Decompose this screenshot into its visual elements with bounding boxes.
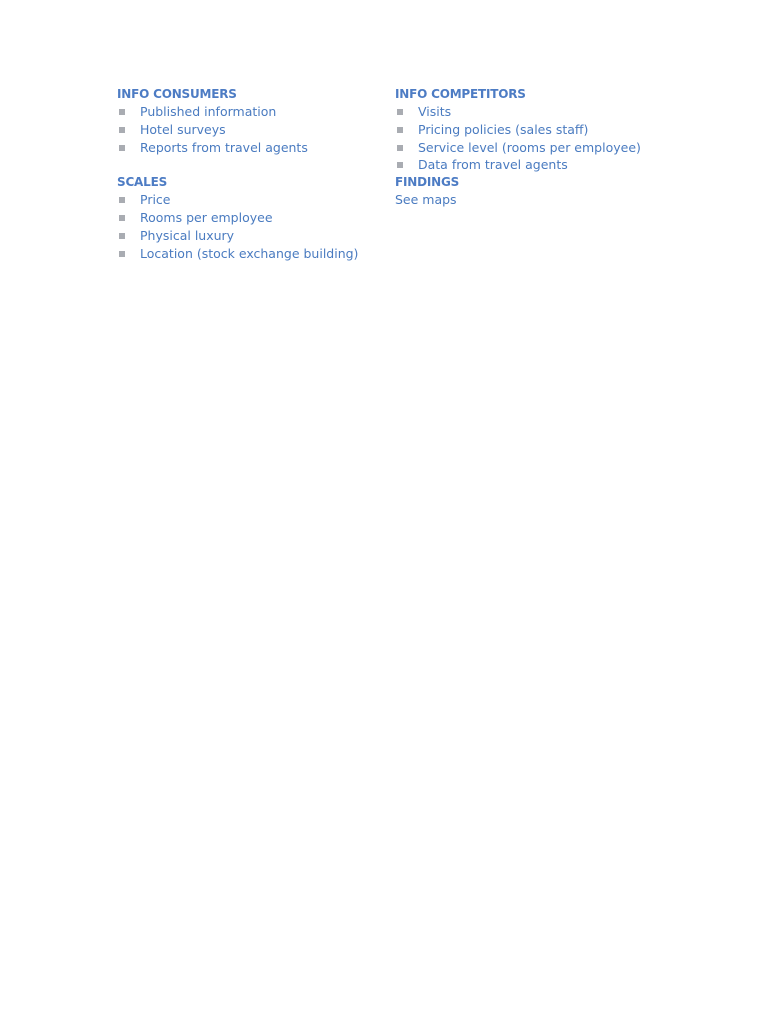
square-bullet-icon bbox=[397, 162, 403, 168]
list-item-text: Physical luxury bbox=[140, 227, 235, 243]
square-bullet-icon bbox=[119, 251, 125, 257]
list-item bbox=[117, 209, 387, 227]
findings-text: See maps bbox=[395, 192, 457, 208]
scales-list bbox=[117, 191, 387, 262]
list-item-text: Rooms per employee bbox=[140, 210, 273, 226]
list-item bbox=[117, 191, 387, 209]
square-bullet-icon bbox=[119, 145, 125, 151]
info-competitors-section bbox=[395, 86, 665, 174]
list-item bbox=[117, 121, 387, 139]
list-item-text: Reports from travel agents bbox=[140, 139, 308, 155]
list-item bbox=[395, 139, 665, 157]
list-item bbox=[395, 156, 665, 174]
square-bullet-icon bbox=[397, 109, 403, 115]
list-item bbox=[117, 245, 387, 263]
info-consumers-heading: INFO CONSUMERS bbox=[117, 87, 237, 101]
list-item-text: Pricing policies (sales staff) bbox=[418, 121, 589, 137]
list-item-text: Visits bbox=[418, 104, 452, 119]
list-item bbox=[395, 121, 665, 139]
findings-heading: FINDINGS bbox=[395, 175, 460, 190]
list-item bbox=[117, 103, 387, 121]
scales-heading: SCALES bbox=[117, 175, 168, 190]
list-item-text: Hotel surveys bbox=[140, 121, 226, 137]
square-bullet-icon bbox=[119, 197, 125, 203]
square-bullet-icon bbox=[119, 127, 125, 133]
right-column bbox=[395, 86, 665, 209]
square-bullet-icon bbox=[397, 127, 403, 133]
list-item-text: Data from travel agents bbox=[418, 157, 568, 173]
info-competitors-list bbox=[395, 103, 665, 174]
square-bullet-icon bbox=[119, 233, 125, 239]
square-bullet-icon bbox=[119, 215, 125, 221]
info-consumers-list bbox=[117, 103, 387, 156]
list-item-text: Price bbox=[140, 192, 171, 208]
list-item-text: Published information bbox=[140, 104, 277, 119]
list-item bbox=[395, 103, 665, 121]
info-competitors-heading: INFO COMPETITORS bbox=[395, 87, 526, 101]
list-item bbox=[117, 227, 387, 245]
list-item-text: Service level (rooms per employee) bbox=[418, 139, 641, 155]
scales-section bbox=[117, 174, 387, 262]
info-consumers-section bbox=[117, 86, 387, 156]
square-bullet-icon bbox=[397, 145, 403, 151]
square-bullet-icon bbox=[119, 109, 125, 115]
list-item-text: Location (stock exchange building) bbox=[140, 245, 359, 261]
list-item bbox=[117, 139, 387, 157]
left-column bbox=[117, 86, 387, 263]
findings-section bbox=[395, 174, 665, 209]
